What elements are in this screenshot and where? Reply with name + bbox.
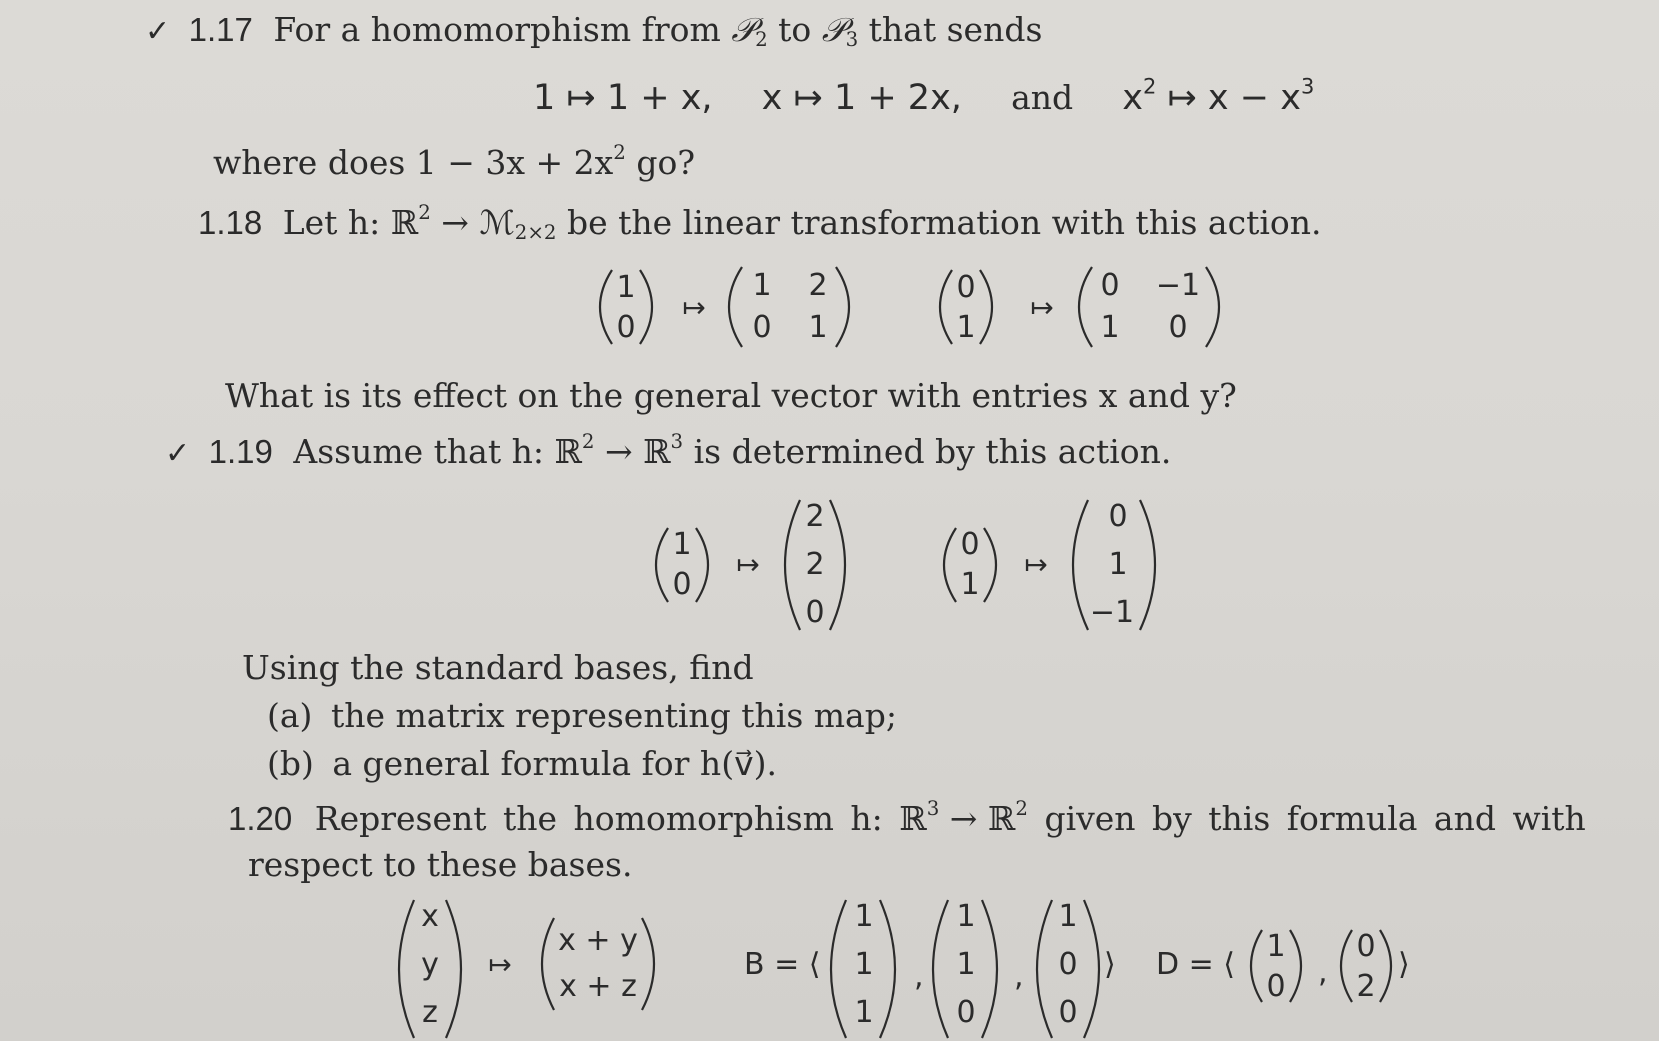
problem-1-17-heading xyxy=(145,10,1042,52)
left-paren xyxy=(729,267,742,347)
comma: , xyxy=(1014,959,1024,994)
text: Assume that h: ℝ xyxy=(293,432,582,471)
vector-entry: 0 xyxy=(956,995,976,1030)
text: Let h: ℝ xyxy=(282,203,419,242)
maps-to-arrow: ↦ xyxy=(1024,548,1048,581)
vector-entry: 0 xyxy=(672,567,692,602)
right-paren xyxy=(836,267,849,347)
right-paren xyxy=(880,900,895,1038)
right-paren xyxy=(696,528,708,602)
text: that sends xyxy=(858,10,1043,49)
maps-to-arrow: ↦ xyxy=(488,948,512,981)
matrix-entry: 1 xyxy=(808,310,828,345)
part-label: (b) xyxy=(267,744,314,783)
text: → ℝ xyxy=(939,799,1016,838)
problem-1-18-action-display xyxy=(0,255,1659,365)
poly-space-symbol: 𝒫 xyxy=(731,10,756,49)
problem-1-20-heading xyxy=(228,799,1586,839)
vector-entry: 0 xyxy=(1058,995,1078,1030)
text: → ℳ xyxy=(430,203,515,242)
vector-entry: 0 xyxy=(616,310,636,345)
matrix-entry: 0 xyxy=(1100,268,1120,303)
problem-1-19-part-a xyxy=(267,696,897,736)
right-paren xyxy=(642,918,654,1010)
left-paren xyxy=(399,900,414,1038)
matrix-entry: 0 xyxy=(752,310,772,345)
basis-d-label: D = ⟨ xyxy=(1156,947,1236,982)
vector-entry: 1 xyxy=(960,567,980,602)
text: is determined by this action. xyxy=(683,432,1172,471)
right-paren xyxy=(1380,930,1391,1002)
vector-entry: x + y xyxy=(558,923,638,958)
vector-entry: 0 xyxy=(1108,499,1128,534)
vector-entry: 1 xyxy=(1108,547,1128,582)
vector-entry: 2 xyxy=(1356,969,1376,1004)
vector-entry: 0 xyxy=(805,595,825,630)
check-mark-icon: ✓ xyxy=(165,436,191,471)
text: given by this formula and with xyxy=(1027,799,1586,838)
matrix-entry: 2 xyxy=(808,268,828,303)
vector-entry: 1 xyxy=(1266,929,1286,964)
vector-entry: 1 xyxy=(672,527,692,562)
right-paren xyxy=(830,500,845,630)
problem-1-17-mapping xyxy=(533,74,1315,118)
right-paren xyxy=(980,270,992,344)
left-paren xyxy=(600,270,612,344)
problem-number: 1.18 xyxy=(198,204,263,241)
vector-entry: 1 xyxy=(854,947,874,982)
superscript: 2 xyxy=(581,430,595,454)
map-2: x ↦ 1 + 2x, xyxy=(761,78,962,118)
comma: , xyxy=(914,959,924,994)
problem-1-18-question: What is its effect on the general vector with entries x and y? xyxy=(225,376,1237,415)
vector-entry: 0 xyxy=(956,270,976,305)
text: Represent the homomorphism h: ℝ xyxy=(314,799,927,838)
left-paren xyxy=(1079,267,1092,347)
problem-1-19-heading xyxy=(165,432,1171,474)
problem-number: 1.17 xyxy=(188,11,253,48)
and-word: and xyxy=(1011,78,1074,117)
left-paren xyxy=(933,900,948,1038)
superscript: 2 xyxy=(418,201,431,225)
comma: , xyxy=(1318,955,1328,990)
problem-1-20-heading-cont: respect to these bases. xyxy=(248,845,633,884)
matrix-entry: 1 xyxy=(752,268,772,303)
vector-entry: 1 xyxy=(854,899,874,934)
text: → ℝ xyxy=(594,432,671,471)
vector-entry: 2 xyxy=(805,499,825,534)
matrix-entry: 1 xyxy=(1100,310,1120,345)
maps-to-arrow: ↦ xyxy=(736,548,760,581)
problem-1-19-intro: Using the standard bases, find xyxy=(242,648,754,687)
check-mark-icon: ✓ xyxy=(145,14,171,49)
text: For a homomorphism from xyxy=(273,10,732,49)
vector-entry: 1 xyxy=(616,270,636,305)
right-paren xyxy=(982,900,997,1038)
vector-entry: 0 xyxy=(1266,969,1286,1004)
right-paren xyxy=(984,528,996,602)
right-paren xyxy=(1206,267,1219,347)
part-text: the matrix representing this map; xyxy=(330,696,897,735)
text: be the linear transformation with this action. xyxy=(556,203,1322,242)
maps-to-arrow: ↦ xyxy=(682,291,706,324)
left-paren xyxy=(1073,500,1088,630)
left-paren xyxy=(656,528,668,602)
right-paren xyxy=(446,900,461,1038)
text: to xyxy=(767,10,822,49)
problem-1-20-display xyxy=(0,890,1659,1041)
superscript: 3 xyxy=(670,430,684,454)
angle-close: ⟩ xyxy=(1398,947,1410,982)
part-text: a general formula for h(v⃗). xyxy=(332,744,777,783)
superscript: 3 xyxy=(926,797,940,821)
vector-entry: 2 xyxy=(805,547,825,582)
vector-entry: 0 xyxy=(960,527,980,562)
problem-1-19-action-display xyxy=(0,490,1659,635)
left-paren xyxy=(944,528,956,602)
right-paren xyxy=(1084,900,1099,1038)
vector-entry: y xyxy=(421,947,439,982)
right-paren xyxy=(1290,930,1301,1002)
vector-entry: 1 xyxy=(956,310,976,345)
poly-space-symbol: 𝒫 xyxy=(821,10,846,49)
part-label: (a) xyxy=(267,696,313,735)
matrix-entry: 0 xyxy=(1168,310,1188,345)
maps-to-arrow: ↦ xyxy=(1030,291,1054,324)
map-3: $x^2$ ↦ $x - x^3$ xyxy=(1122,74,1315,118)
problem-1-18-heading xyxy=(198,203,1322,243)
left-paren xyxy=(1251,930,1262,1002)
left-paren xyxy=(940,270,952,344)
vector-entry: x + z xyxy=(559,969,637,1004)
problem-1-17-question: where does $1 - 3x + 2x^2$ go? xyxy=(213,141,696,182)
left-paren xyxy=(785,500,800,630)
left-paren xyxy=(831,900,846,1038)
right-paren xyxy=(1140,500,1155,630)
vector-entry: 1 xyxy=(956,947,976,982)
vector-entry: 0 xyxy=(1356,929,1376,964)
vector-entry: 1 xyxy=(1058,899,1078,934)
matrix-entry: −1 xyxy=(1155,268,1201,303)
subscript: 2×2 xyxy=(514,220,557,244)
vector-entry: 0 xyxy=(1058,947,1078,982)
problem-1-19-part-b xyxy=(267,744,777,784)
subscript: 2 xyxy=(755,27,768,51)
angle-close: ⟩ xyxy=(1104,947,1116,982)
superscript: 2 xyxy=(1015,797,1028,821)
left-paren xyxy=(542,918,554,1010)
vector-v-symbol: v⃗ xyxy=(734,744,754,783)
subscript: 3 xyxy=(845,27,859,51)
vector-entry: x xyxy=(421,899,439,934)
problem-number: 1.20 xyxy=(228,800,293,837)
problem-number: 1.19 xyxy=(208,433,273,470)
right-paren xyxy=(640,270,652,344)
left-paren xyxy=(1037,900,1052,1038)
vector-entry: −1 xyxy=(1089,595,1135,630)
basis-b-label: B = ⟨ xyxy=(744,947,821,982)
left-paren xyxy=(1341,930,1352,1002)
map-1: 1 ↦ 1 + x, xyxy=(533,78,713,118)
vector-entry: 1 xyxy=(956,899,976,934)
vector-entry: 1 xyxy=(854,995,874,1030)
vector-entry: z xyxy=(422,995,438,1030)
